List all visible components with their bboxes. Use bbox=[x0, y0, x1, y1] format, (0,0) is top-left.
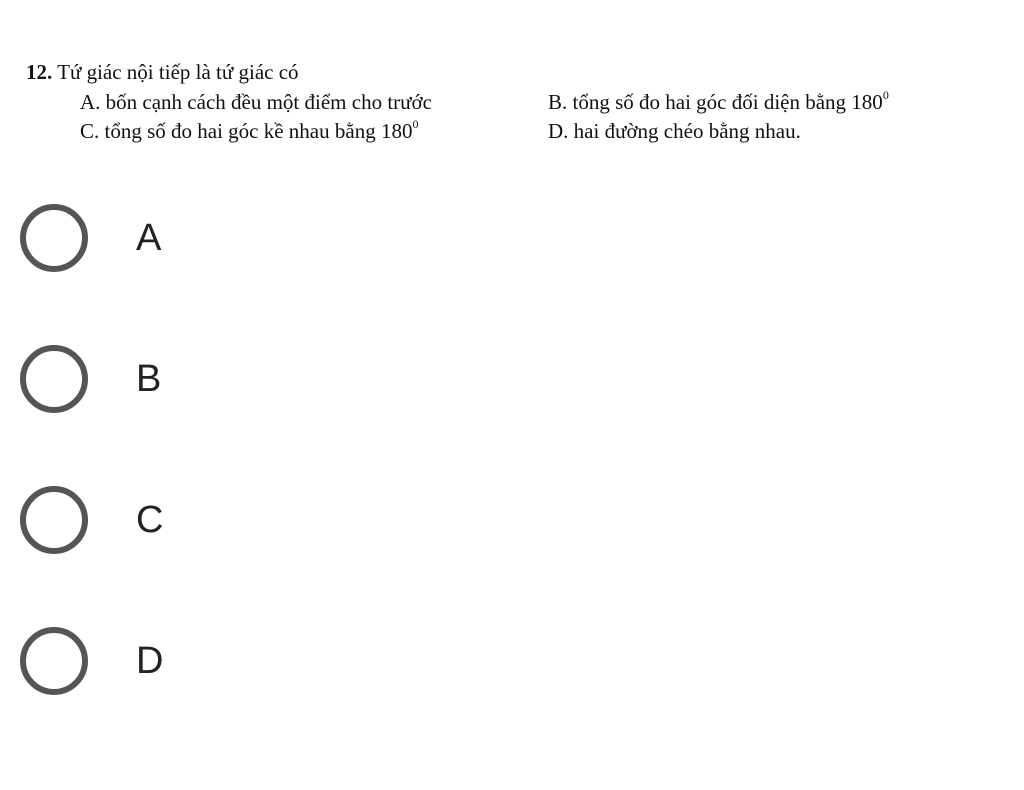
choice-c-text bbox=[80, 118, 418, 144]
answer-option-b[interactable] bbox=[20, 339, 1000, 419]
answer-option-a[interactable] bbox=[20, 198, 1000, 278]
choice-a-text: A. bốn cạnh cách đều một điểm cho trước bbox=[80, 90, 432, 114]
radio-button-icon[interactable] bbox=[20, 204, 88, 272]
answer-label: B bbox=[136, 357, 162, 400]
radio-button-icon[interactable] bbox=[20, 627, 88, 695]
radio-button-icon[interactable] bbox=[20, 345, 88, 413]
answer-label: A bbox=[136, 216, 162, 259]
question-number: 12. bbox=[26, 60, 53, 84]
question-stem-line bbox=[26, 59, 299, 85]
choice-b-text bbox=[548, 89, 889, 115]
answer-label: C bbox=[136, 498, 164, 541]
choice-d-text: D. hai đường chéo bằng nhau. bbox=[548, 119, 801, 143]
radio-button-icon[interactable] bbox=[20, 486, 88, 554]
answer-option-d[interactable] bbox=[20, 621, 1000, 701]
answer-label: D bbox=[136, 639, 164, 682]
choice-c-degree: 0 bbox=[412, 117, 419, 131]
choice-b-degree: 0 bbox=[882, 88, 889, 102]
choice-b-main: B. tổng số đo hai góc đối diện bằng 180 bbox=[548, 90, 883, 114]
answer-option-c[interactable] bbox=[20, 480, 1000, 560]
question-stem: Tứ giác nội tiếp là tứ giác có bbox=[57, 60, 299, 84]
choice-c-main: C. tổng số đo hai góc kề nhau bằng 180 bbox=[80, 119, 413, 143]
question-image bbox=[0, 0, 1024, 160]
